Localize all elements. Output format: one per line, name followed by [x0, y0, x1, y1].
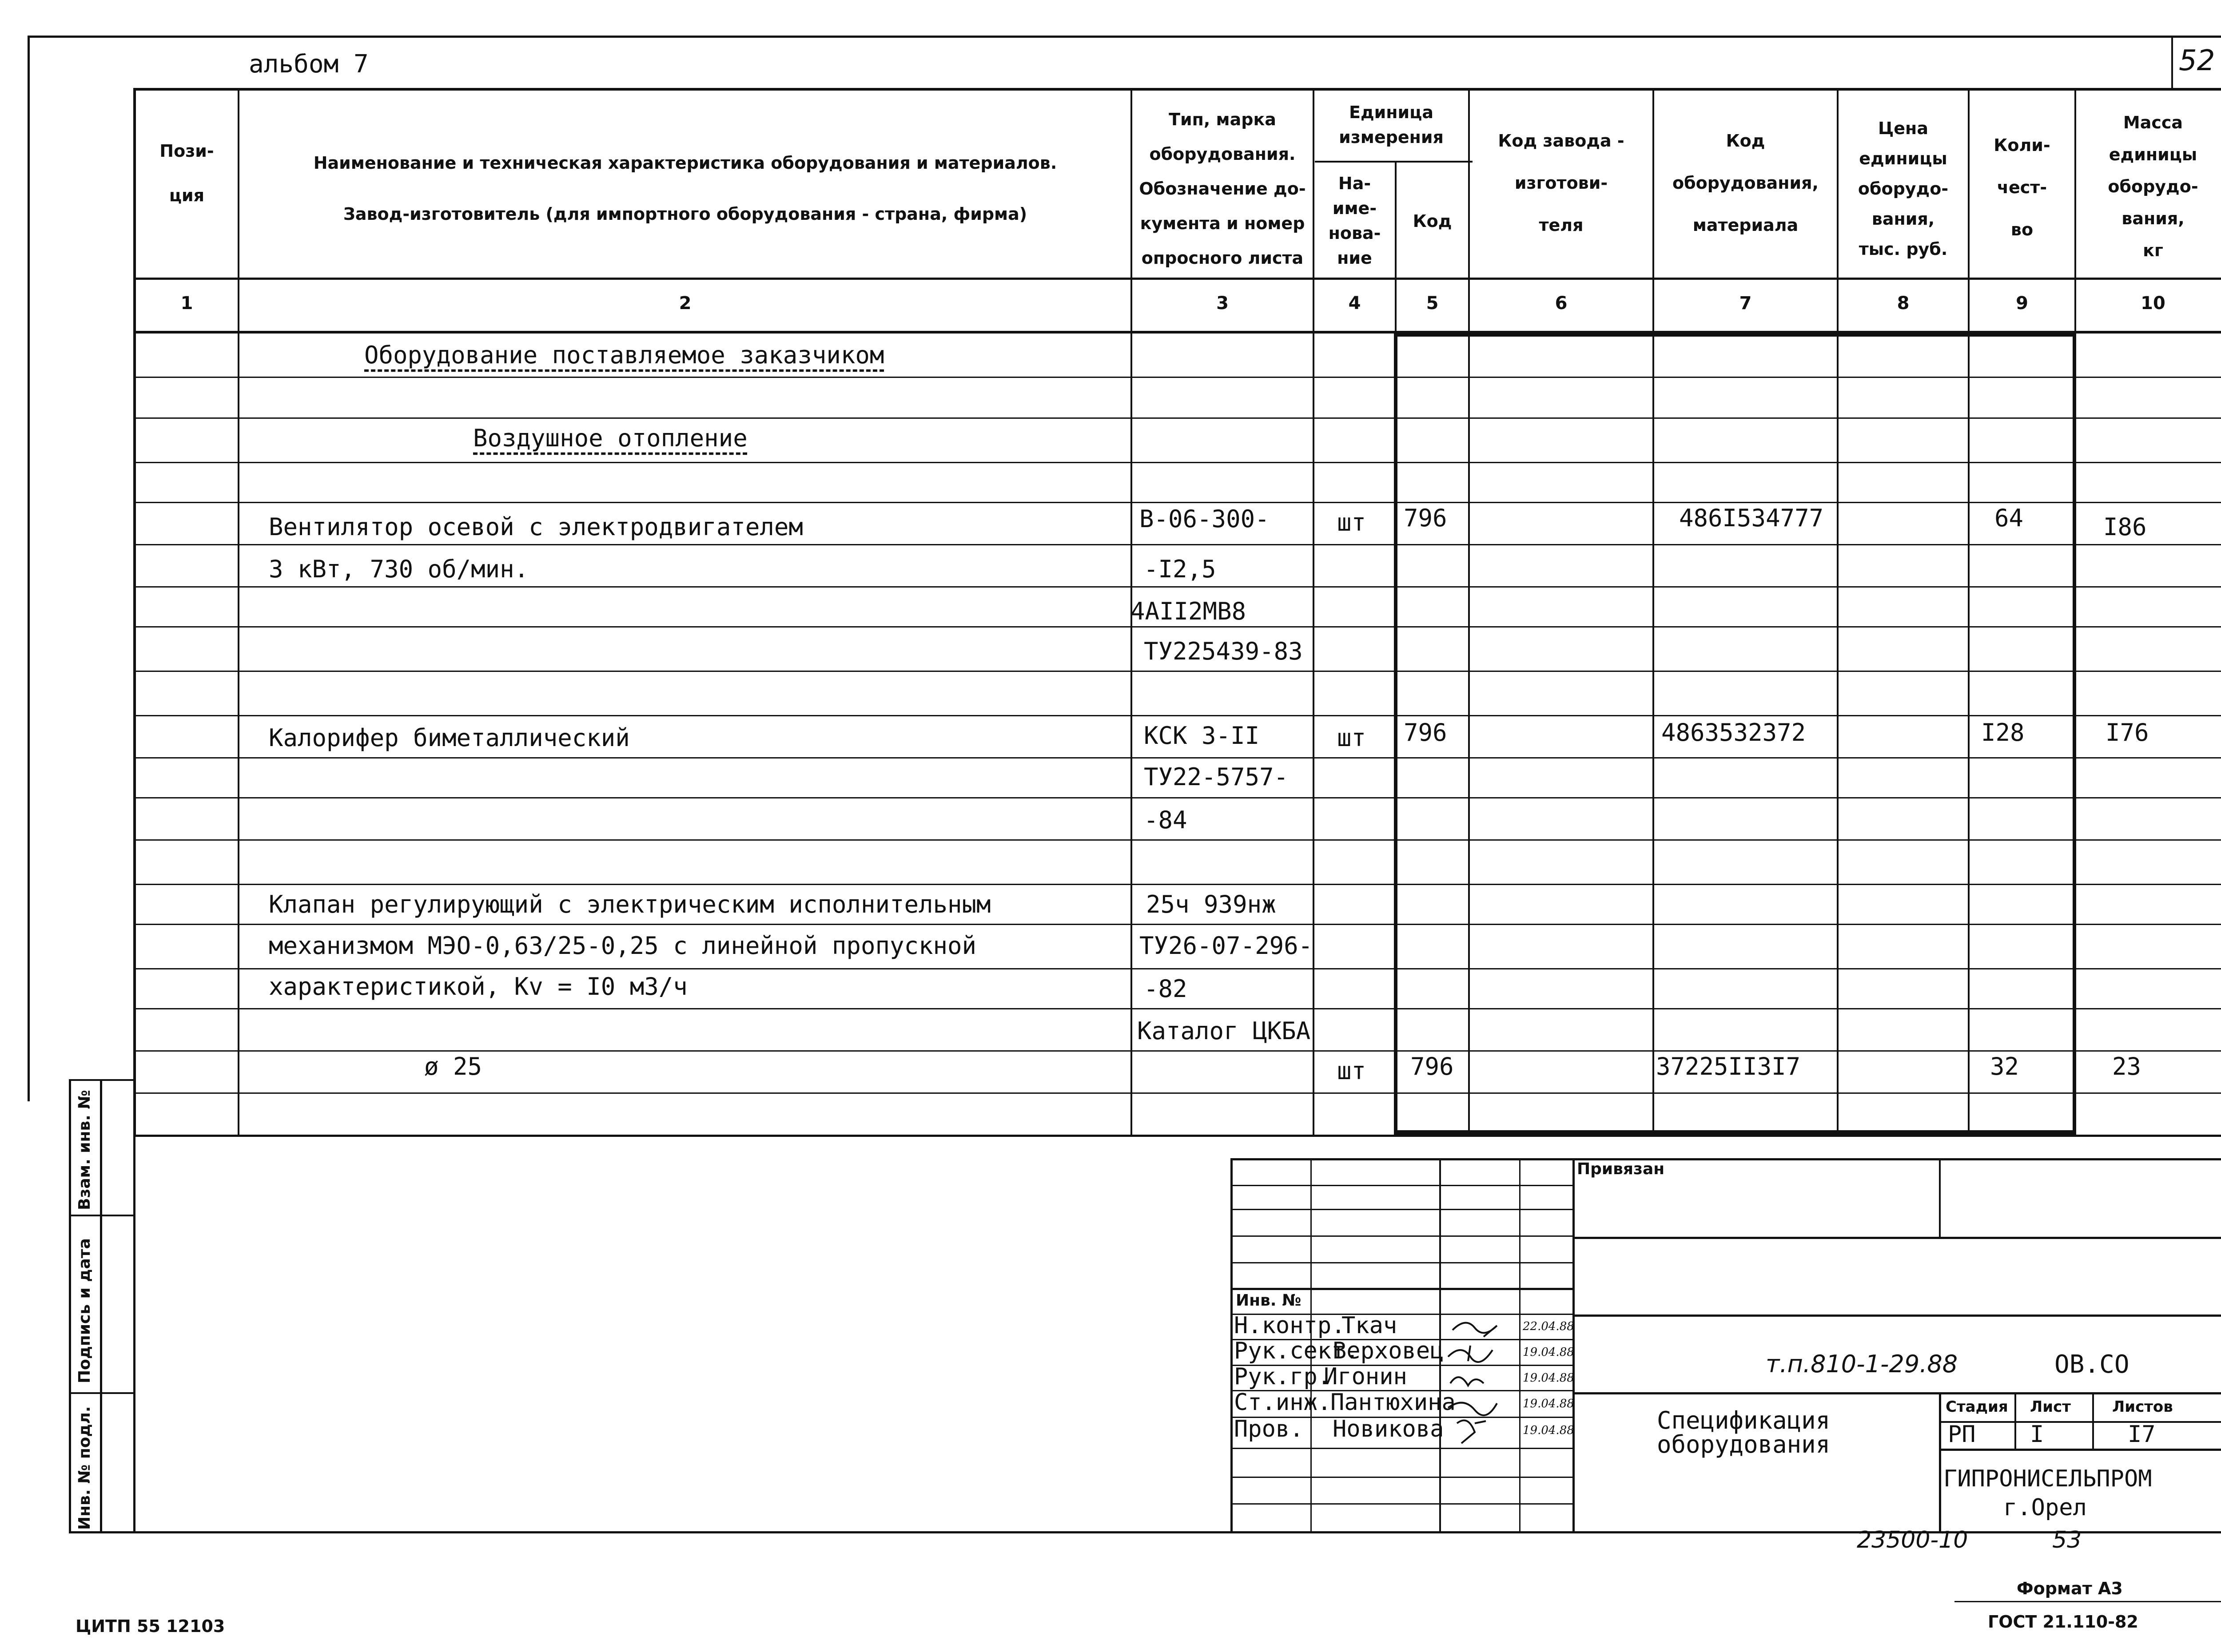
- item-mass: I86: [2103, 513, 2147, 541]
- sheets-label: Листов: [2112, 1398, 2173, 1416]
- staff-role: Рук.сект.: [1234, 1338, 1359, 1364]
- staff-name: Игонин: [1324, 1363, 1407, 1390]
- item-qty: I28: [1981, 719, 2025, 747]
- section-title-air-heating: Воздушное отопление: [473, 424, 748, 452]
- item-type: ТУ22-5757-: [1144, 763, 1289, 791]
- org-name: ГИПРОНИСЕЛЬПРОМ: [1943, 1465, 2152, 1492]
- col-header-4: На- име- нова- ние: [1328, 174, 1381, 268]
- privyazan-label: Привязан: [1577, 1160, 1665, 1178]
- staff-date: 19.04.88: [1523, 1346, 1574, 1359]
- doc-mark: ОВ.СО: [2054, 1350, 2129, 1379]
- col-num-1: 1: [180, 293, 193, 314]
- item-name: характеристикой, Kv = I0 м3/ч: [269, 973, 688, 1001]
- staff-date: 22.04.88: [1523, 1320, 1574, 1333]
- doc-title: Спецификация оборудования: [1657, 1406, 1831, 1458]
- side-label-inv-vzam: Взам. инв. №: [76, 1090, 94, 1210]
- item-name: Клапан регулирующий с электрическим исполнительным: [269, 890, 991, 918]
- section-title-supplied: Оборудование поставляемое заказчиком: [364, 341, 884, 369]
- staff-date: 19.04.88: [1523, 1371, 1574, 1385]
- page-number: 52: [2179, 44, 2215, 77]
- item-type: 25ч 939нж: [1146, 890, 1276, 918]
- print-code: ЦИТП 55 12103: [76, 1616, 225, 1636]
- side-label-inv-podl: Инв. № подл.: [76, 1406, 94, 1530]
- col-num-10: 10: [2141, 293, 2165, 314]
- col-header-9: Коли- чест- во: [1994, 135, 2050, 239]
- staff-role: Рук.гр.: [1234, 1363, 1332, 1390]
- staff-role: Ст.инж.: [1234, 1389, 1332, 1416]
- staff-name: Верховец: [1333, 1338, 1444, 1364]
- col-num-6: 6: [1555, 293, 1568, 314]
- item-type: Каталог ЦКБА: [1137, 1017, 1311, 1045]
- col-header-10: Масса единицы оборудо- вания, кг: [2108, 113, 2198, 260]
- item-equip-code: 4863532372: [1661, 719, 1806, 747]
- item-type: -82: [1144, 975, 1187, 1003]
- item-name: Вентилятор осевой с электродвигателем: [269, 513, 803, 541]
- staff-name: Пантюхина: [1330, 1389, 1456, 1416]
- sheets-value: I7: [2128, 1421, 2156, 1448]
- col-num-5: 5: [1426, 293, 1439, 314]
- col-num-4: 4: [1348, 293, 1361, 314]
- col-header-8: Цена единицы оборудо- вания, тыс. руб.: [1858, 119, 1949, 259]
- staff-date: 19.04.88: [1523, 1397, 1574, 1410]
- unit-group-header: Единица измерения: [1339, 103, 1444, 147]
- item-type: В-06-300-: [1139, 505, 1270, 533]
- item-mass: I76: [2106, 719, 2149, 747]
- col-header-6: Код завода - изготови- теля: [1498, 131, 1624, 235]
- col-header-5: Код: [1413, 211, 1452, 231]
- col-num-7: 7: [1739, 293, 1752, 314]
- item-name: Калорифер биметаллический: [269, 724, 630, 752]
- col-num-3: 3: [1216, 293, 1229, 314]
- item-name: 3 кВт, 730 об/мин.: [269, 555, 529, 583]
- item-unit: шт: [1337, 1057, 1366, 1085]
- stage-value: РП: [1948, 1421, 1976, 1448]
- doc-code: т.п.810-1-29.88: [1766, 1350, 1958, 1378]
- staff-date: 19.04.88: [1523, 1424, 1574, 1437]
- col-header-2: Наименование и техническая характеристика оборудования и материалов. Завод-изготовитель (для импортного оборудования - страна, фирма): [313, 153, 1057, 224]
- item-type: 4АII2МВ8: [1130, 597, 1246, 625]
- item-unit-code: 796: [1410, 1052, 1454, 1080]
- item-qty: 64: [1994, 504, 2024, 532]
- staff-name: Новикова: [1333, 1416, 1444, 1442]
- item-type: КСК 3-II: [1144, 722, 1260, 750]
- item-diameter: ø 25: [424, 1052, 482, 1080]
- item-type: ТУ225439-83: [1144, 637, 1303, 665]
- signature-marks: [1444, 1312, 1519, 1446]
- item-unit: шт: [1337, 724, 1366, 752]
- staff-name: Ткач: [1341, 1312, 1397, 1339]
- col-header-7: Код оборудования, материала: [1672, 131, 1819, 235]
- footer-rule: [1954, 1601, 2221, 1602]
- sheet-label: Лист: [2030, 1398, 2071, 1416]
- item-equip-code: 486I534777: [1679, 504, 1824, 532]
- staff-role: Пров.: [1234, 1416, 1304, 1442]
- side-label-podpis: Подпись и дата: [76, 1238, 94, 1383]
- col-header-1: Пози- ция: [159, 141, 214, 205]
- item-name: механизмом МЭО-0,63/25-0,25 с линейной пропускной: [269, 932, 977, 960]
- item-unit-code: 796: [1404, 719, 1447, 747]
- item-unit: шт: [1337, 508, 1366, 536]
- staff-role: Н.контр.: [1234, 1312, 1345, 1339]
- item-equip-code: 37225II3I7: [1656, 1052, 1801, 1080]
- album-label: альбом 7: [249, 50, 369, 79]
- col-num-2: 2: [679, 293, 692, 314]
- item-type: ТУ26-07-296-: [1139, 932, 1313, 960]
- item-type: -84: [1144, 806, 1187, 834]
- item-qty: 32: [1990, 1052, 2019, 1080]
- format-label: Формат А3: [2017, 1579, 2123, 1598]
- col-num-9: 9: [2016, 293, 2028, 314]
- col-header-3: Тип, марка оборудования. Обозначение до- кумента и номер опросного листа: [1139, 110, 1306, 268]
- archive-number: 23500-10: [1857, 1527, 1968, 1553]
- inv-no-label: Инв. №: [1236, 1291, 1302, 1310]
- sheet-value: I: [2030, 1421, 2044, 1448]
- item-mass: 23: [2112, 1052, 2141, 1080]
- archive-page: 53: [2052, 1527, 2082, 1553]
- col-num-8: 8: [1897, 293, 1910, 314]
- gost-label: ГОСТ 21.110-82: [1988, 1612, 2138, 1632]
- item-type: -I2,5: [1144, 555, 1216, 583]
- item-unit-code: 796: [1404, 504, 1447, 532]
- org-city: г.Орел: [2003, 1494, 2087, 1521]
- stage-label: Стадия: [1946, 1398, 2008, 1416]
